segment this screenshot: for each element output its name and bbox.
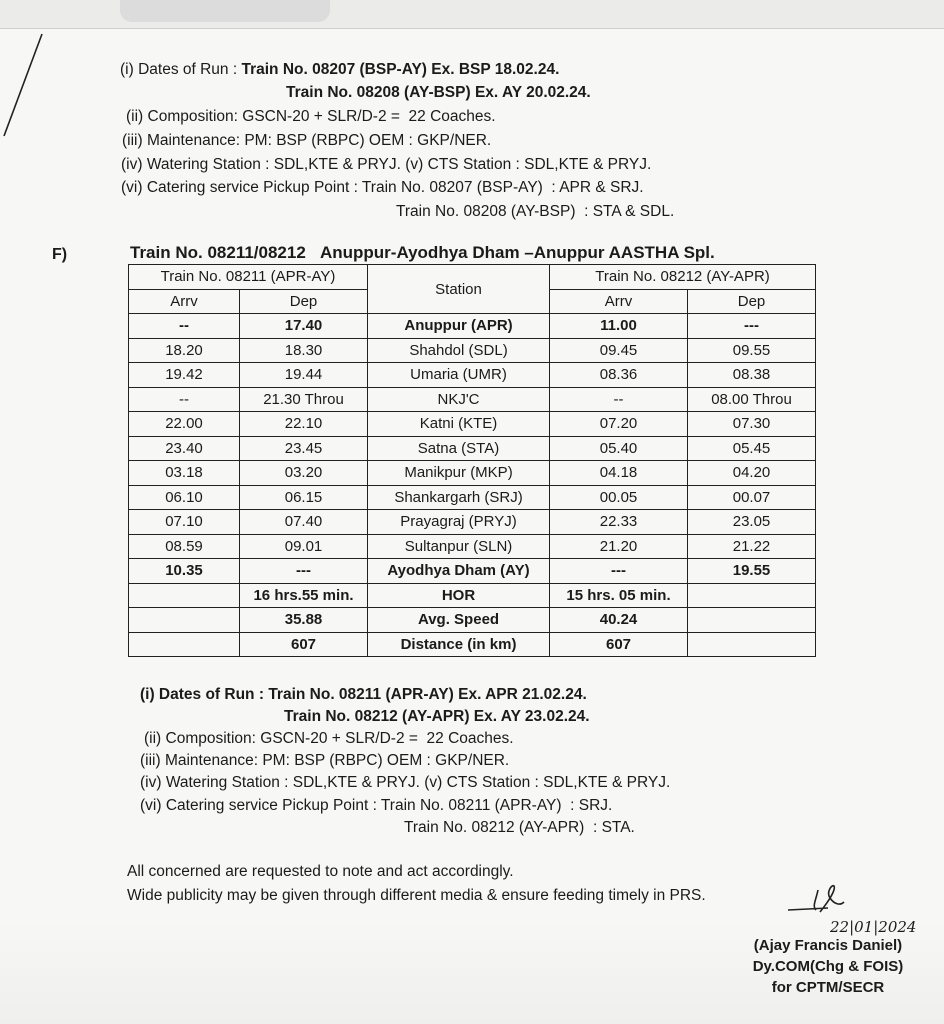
station-cell: Manikpur (MKP): [368, 461, 550, 486]
prev-composition: (ii) Composition: GSCN-20 + SLR/D-2 = 22 Coaches.: [126, 108, 496, 125]
composition: (ii) Composition: GSCN-20 + SLR/D-2 = 22 Coaches.: [144, 730, 514, 747]
arrv-up-cell: 05.40: [550, 436, 688, 461]
dep-up-cell: 07.30: [688, 412, 816, 437]
station-cell: Satna (STA): [368, 436, 550, 461]
scan-smudge: [120, 0, 330, 22]
section-title: [130, 243, 715, 263]
arrv-down-cell: 03.18: [129, 461, 240, 486]
station-cell: NKJ'C: [368, 387, 550, 412]
arrv-up-cell: ---: [550, 559, 688, 584]
arrv-up-cell: 22.33: [550, 510, 688, 535]
signature-block: [748, 935, 908, 998]
dep-up-cell: 05.45: [688, 436, 816, 461]
header-arrv-up: Arrv: [550, 289, 688, 314]
arrv-up-cell: 04.18: [550, 461, 688, 486]
dep-up-cell: 23.05: [688, 510, 816, 535]
arrv-down-cell: 19.42: [129, 363, 240, 388]
signatory-for: for CPTM/SECR: [771, 979, 885, 996]
signatory-designation: Dy.COM(Chg & FOIS): [752, 958, 904, 975]
dep-down-cell: 21.30 Throu: [240, 387, 368, 412]
summary-up-cell: 607: [550, 632, 688, 657]
dates-2: Train No. 08212 (AY-APR) Ex. AY 23.02.24.: [284, 708, 590, 725]
table-row: [129, 412, 816, 437]
dates-line: [140, 685, 587, 705]
maintenance: (iii) Maintenance: PM: BSP (RBPC) OEM : GKP/NER.: [140, 752, 510, 769]
dep-up-cell: 00.07: [688, 485, 816, 510]
summary-up-cell: 40.24: [550, 608, 688, 633]
header-station: Station: [368, 265, 550, 314]
arrv-down-cell: 07.10: [129, 510, 240, 535]
margin-pen-stroke: [0, 32, 60, 142]
watering: (iv) Watering Station : SDL,KTE & PRYJ. (v) CTS Station : SDL,KTE & PRYJ.: [140, 774, 671, 791]
arrv-up-cell: 07.20: [550, 412, 688, 437]
dep-down-cell: 06.15: [240, 485, 368, 510]
table-row: [129, 510, 816, 535]
signature-scribble: [782, 882, 862, 922]
prev-maintenance: (iii) Maintenance: PM: BSP (RBPC) OEM : GKP/NER.: [122, 132, 492, 149]
station-cell: Sultanpur (SLN): [368, 534, 550, 559]
arrv-down-cell: 18.20: [129, 338, 240, 363]
closing-line-1: All concerned are requested to note and act accordingly.: [127, 863, 514, 880]
arrv-down-cell: 10.35: [129, 559, 240, 584]
catering-1: (vi) Catering service Pickup Point : Train No. 08211 (APR-AY) : SRJ.: [140, 797, 613, 814]
empty-cell: [688, 583, 816, 608]
arrv-down-cell: 22.00: [129, 412, 240, 437]
arrv-down-cell: 08.59: [129, 534, 240, 559]
summary-up-cell: 15 hrs. 05 min.: [550, 583, 688, 608]
prev-dates-1: Train No. 08207 (BSP-AY) Ex. BSP 18.02.24.: [241, 61, 560, 78]
empty-cell: [688, 632, 816, 657]
station-cell: Umaria (UMR): [368, 363, 550, 388]
arrv-down-cell: --: [129, 387, 240, 412]
summary-row: [129, 632, 816, 657]
empty-cell: [129, 608, 240, 633]
dep-down-cell: 07.40: [240, 510, 368, 535]
header-dep-up: Dep: [688, 289, 816, 314]
prev-watering: (iv) Watering Station : SDL,KTE & PRYJ. (v) CTS Station : SDL,KTE & PRYJ.: [121, 156, 652, 173]
empty-cell: [129, 632, 240, 657]
prev-dates-2: Train No. 08208 (AY-BSP) Ex. AY 20.02.24.: [286, 84, 591, 101]
station-cell: Prayagraj (PRYJ): [368, 510, 550, 535]
section-train-nos: Train No. 08211/08212: [130, 243, 306, 262]
dep-up-cell: 04.20: [688, 461, 816, 486]
dep-down-cell: 09.01: [240, 534, 368, 559]
arrv-up-cell: --: [550, 387, 688, 412]
summary-down-cell: 16 hrs.55 min.: [240, 583, 368, 608]
dep-down-cell: 23.45: [240, 436, 368, 461]
closing-line-2: Wide publicity may be given through different media & ensure feeding timely in PRS.: [127, 887, 706, 904]
scan-top-edge: [0, 0, 944, 29]
dep-down-cell: 17.40: [240, 314, 368, 339]
arrv-down-cell: 06.10: [129, 485, 240, 510]
arrv-up-cell: 09.45: [550, 338, 688, 363]
arrv-up-cell: 11.00: [550, 314, 688, 339]
dep-up-cell: 09.55: [688, 338, 816, 363]
table-row: [129, 461, 816, 486]
summary-row: [129, 583, 816, 608]
signatory-name: (Ajay Francis Daniel): [753, 937, 903, 954]
station-cell: Shankargarh (SRJ): [368, 485, 550, 510]
summary-down-cell: 607: [240, 632, 368, 657]
dep-up-cell: 19.55: [688, 559, 816, 584]
table-row: [129, 387, 816, 412]
dep-down-cell: 19.44: [240, 363, 368, 388]
header-up-train: Train No. 08212 (AY-APR): [550, 265, 816, 290]
table-row: [129, 338, 816, 363]
summary-row: [129, 608, 816, 633]
table-row: [129, 559, 816, 584]
dep-down-cell: 18.30: [240, 338, 368, 363]
table-row: [129, 314, 816, 339]
catering-2: Train No. 08212 (AY-APR) : STA.: [404, 819, 635, 836]
table-row: [129, 485, 816, 510]
dep-down-cell: ---: [240, 559, 368, 584]
empty-cell: [688, 608, 816, 633]
table-row: [129, 436, 816, 461]
section-train-name: Anuppur-Ayodhya Dham –Anuppur AASTHA Spl.: [319, 243, 715, 262]
summary-label-cell: Avg. Speed: [368, 608, 550, 633]
arrv-up-cell: 08.36: [550, 363, 688, 388]
dates-1: Train No. 08211 (APR-AY) Ex. APR 21.02.24.: [268, 686, 587, 703]
table-header-row: [129, 265, 816, 290]
summary-label-cell: HOR: [368, 583, 550, 608]
dep-up-cell: 21.22: [688, 534, 816, 559]
table-row: [129, 363, 816, 388]
header-dep-down: Dep: [240, 289, 368, 314]
empty-cell: [129, 583, 240, 608]
dep-up-cell: 08.38: [688, 363, 816, 388]
dates-label: (i) Dates of Run :: [140, 686, 264, 703]
dep-up-cell: 08.00 Throu: [688, 387, 816, 412]
timetable: [128, 264, 816, 657]
prev-catering-2: Train No. 08208 (AY-BSP) : STA & SDL.: [396, 203, 675, 220]
station-cell: Katni (KTE): [368, 412, 550, 437]
signature-date: 22|01|2024: [830, 918, 917, 936]
arrv-down-cell: 23.40: [129, 436, 240, 461]
prev-dates-line: [120, 60, 559, 80]
station-cell: Ayodhya Dham (AY): [368, 559, 550, 584]
header-arrv-down: Arrv: [129, 289, 240, 314]
prev-dates-label: (i) Dates of Run :: [120, 61, 238, 78]
arrv-down-cell: --: [129, 314, 240, 339]
summary-label-cell: Distance (in km): [368, 632, 550, 657]
dep-down-cell: 03.20: [240, 461, 368, 486]
station-cell: Anuppur (APR): [368, 314, 550, 339]
station-cell: Shahdol (SDL): [368, 338, 550, 363]
header-down-train: Train No. 08211 (APR-AY): [129, 265, 368, 290]
arrv-up-cell: 21.20: [550, 534, 688, 559]
prev-catering-1: (vi) Catering service Pickup Point : Train No. 08207 (BSP-AY) : APR & SRJ.: [121, 179, 644, 196]
table-row: [129, 534, 816, 559]
section-label: F): [52, 246, 68, 263]
summary-down-cell: 35.88: [240, 608, 368, 633]
arrv-up-cell: 00.05: [550, 485, 688, 510]
dep-down-cell: 22.10: [240, 412, 368, 437]
dep-up-cell: ---: [688, 314, 816, 339]
